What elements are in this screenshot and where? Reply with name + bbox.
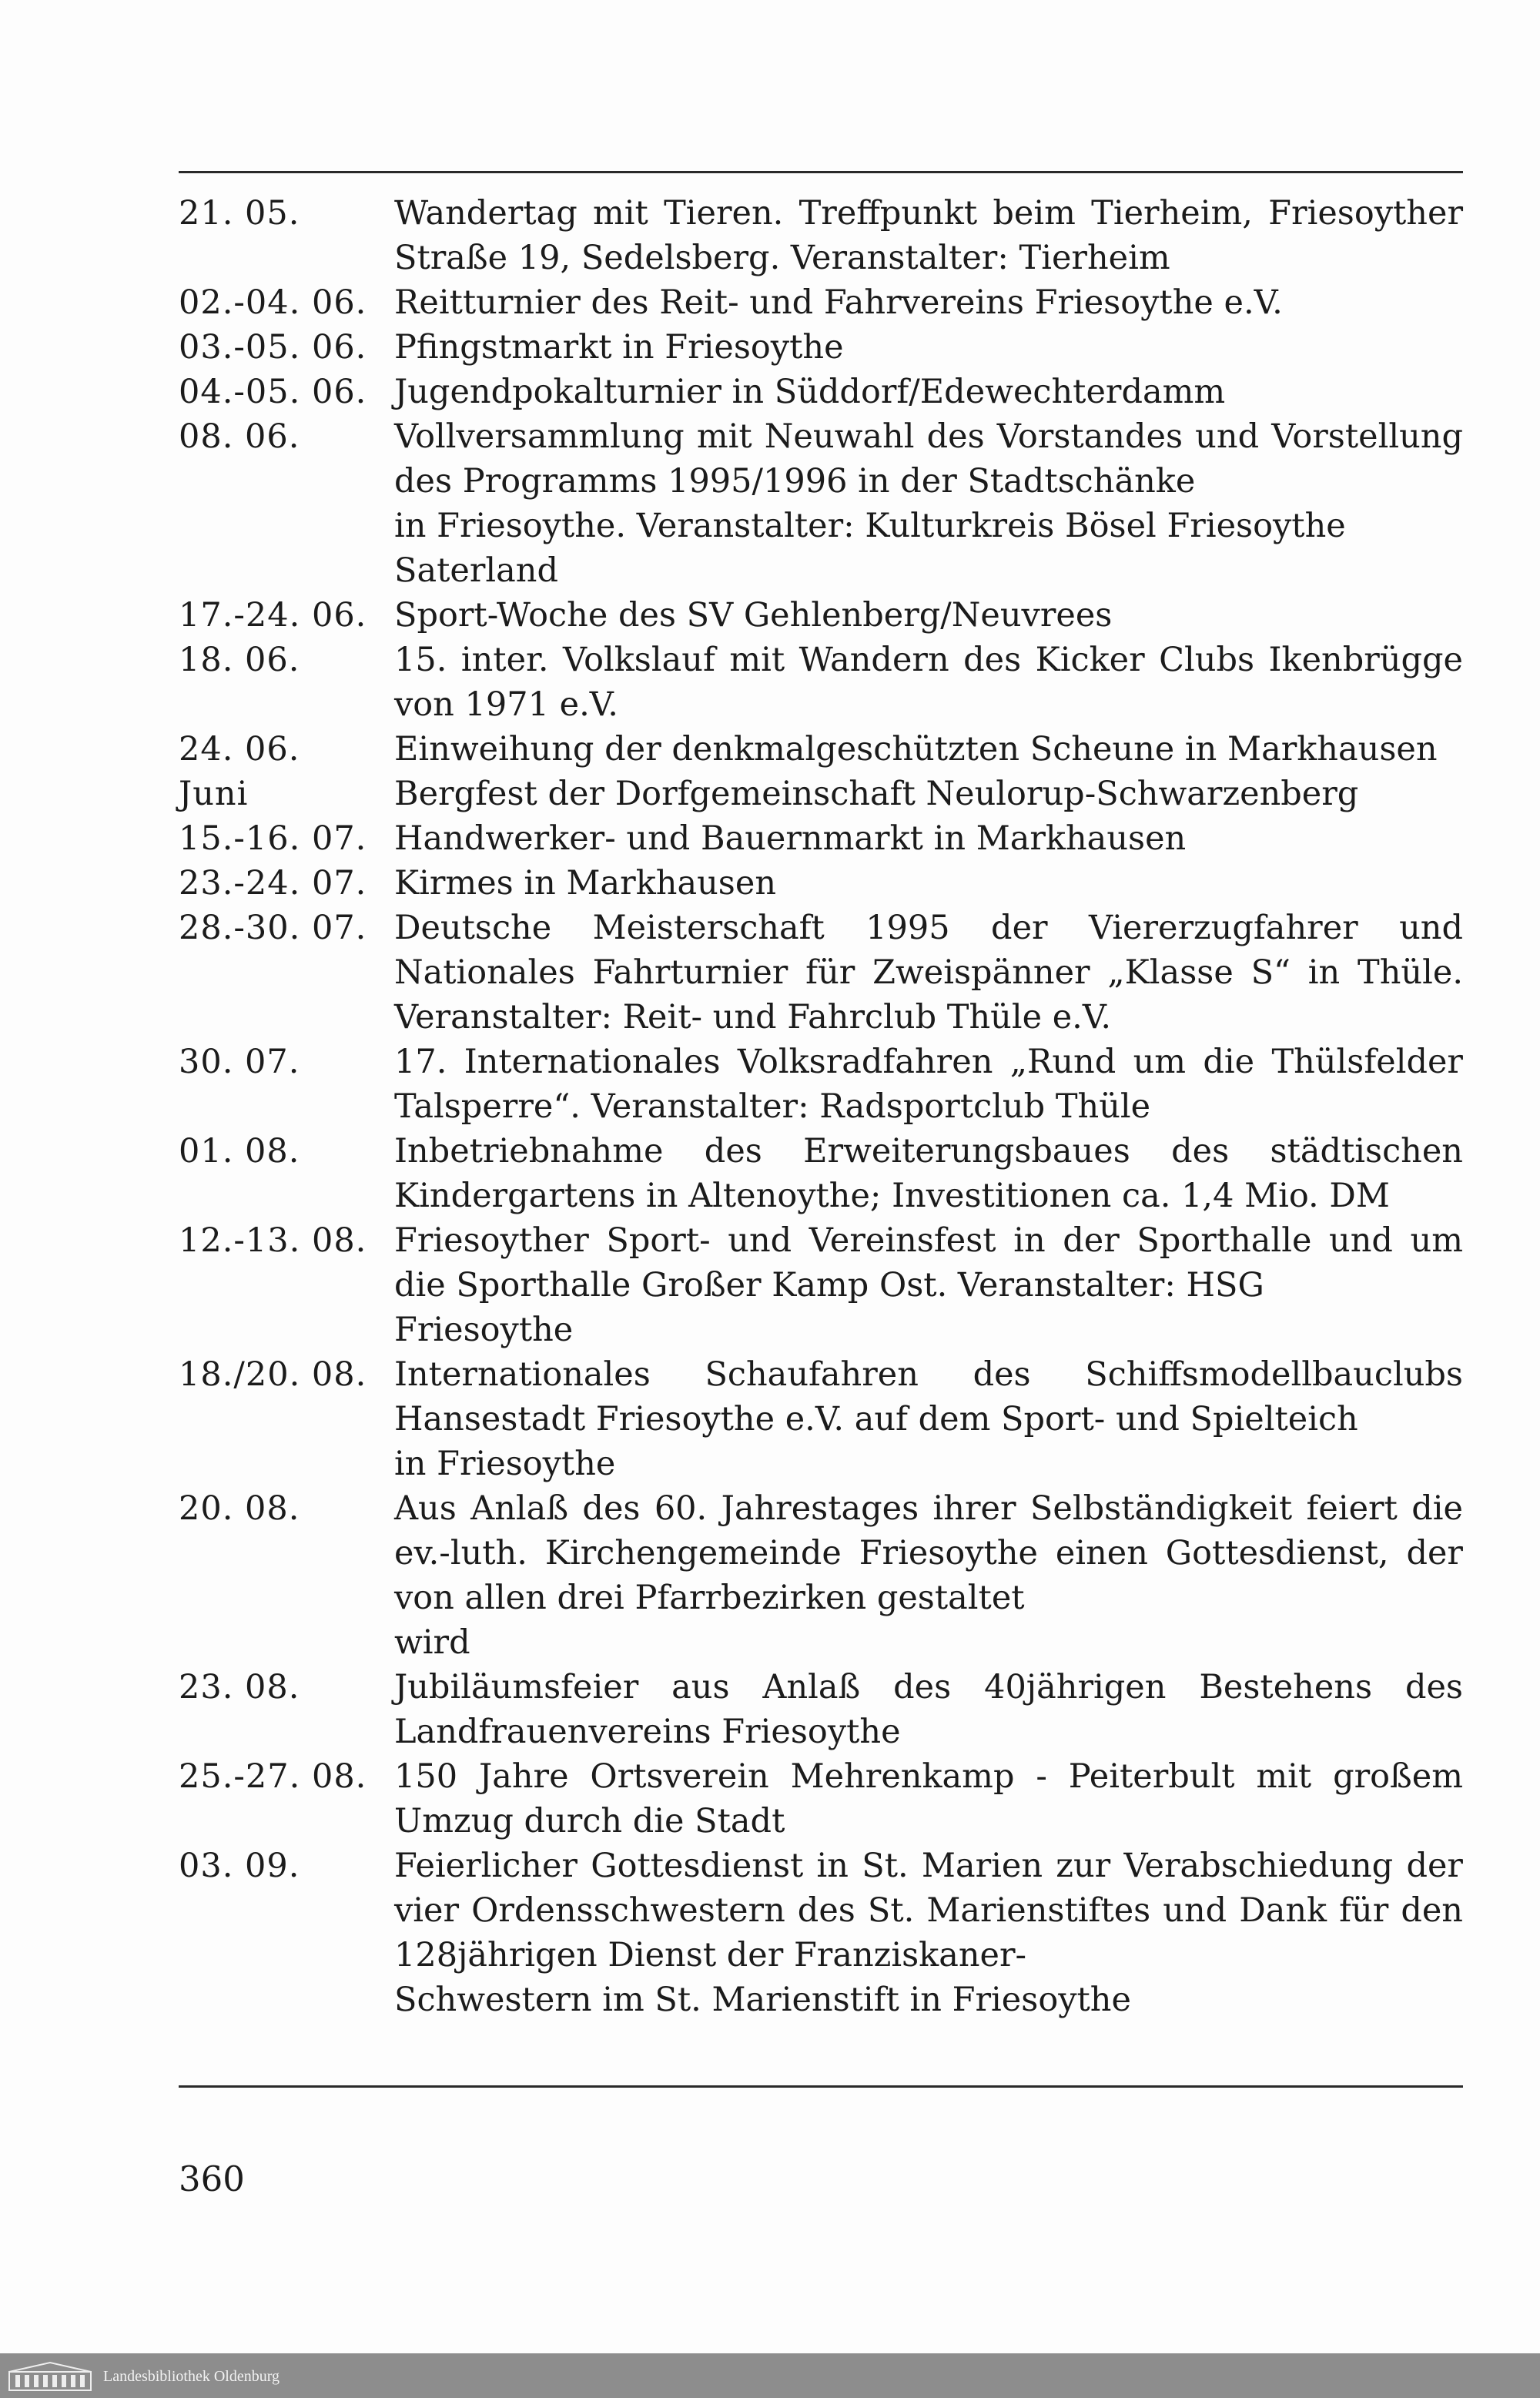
event-entry [179, 1844, 1463, 2022]
event-date: 04.-05. 06. [179, 373, 367, 411]
event-entry [179, 1352, 1463, 1486]
event-date: 12.-13. 08. [179, 1221, 367, 1260]
event-date: 15.-16. 07. [179, 819, 367, 858]
event-list [179, 191, 1463, 2022]
event-entry [179, 1040, 1463, 1129]
event-description: Reitturnier des Reit- und Fahrvereins Friesoythe e.V. [394, 283, 1283, 322]
event-description: Internationales Schaufahren des Schiffsmodellbauclubs Hansestadt Friesoythe e.V. auf dem Sport- und Spielteich in Friesoythe [394, 1355, 1463, 1483]
event-description: Kirmes in Markhausen [394, 864, 777, 903]
event-description: Vollversammlung mit Neuwahl des Vorstandes und Vorstellung des Programms 1995/1996 in der Stadtschänke in Friesoythe. Veranstalter: Kulturkreis Bösel Friesoythe Saterland [394, 417, 1463, 590]
bottom-rule [179, 2085, 1463, 2088]
event-entry [179, 1665, 1463, 1754]
library-footer [0, 2353, 1540, 2398]
event-date: 18./20. 08. [179, 1355, 367, 1394]
event-description: Friesoyther Sport- und Vereinsfest in der Sporthalle und um die Sporthalle Großer Kamp Ost. Veranstalter: HSG Friesoythe [394, 1221, 1463, 1349]
event-description: Sport-Woche des SV Gehlenberg/Neuvrees [394, 596, 1113, 635]
event-date: 23.-24. 07. [179, 864, 367, 903]
event-date: 03.-05. 06. [179, 328, 367, 367]
event-date: 24. 06. [179, 730, 300, 769]
event-description: Handwerker- und Bauernmarkt in Markhausen [394, 819, 1187, 858]
event-entry [179, 1129, 1463, 1218]
event-date: 20. 08. [179, 1489, 300, 1528]
event-entry [179, 906, 1463, 1040]
event-date: 02.-04. 06. [179, 283, 367, 322]
event-date: 28.-30. 07. [179, 909, 367, 947]
top-rule [179, 171, 1463, 173]
event-date: 03. 09. [179, 1847, 300, 1885]
event-date: 23. 08. [179, 1668, 300, 1706]
event-entry [179, 280, 1463, 325]
event-description: Jugendpokalturnier in Süddorf/Edewechterdamm [394, 373, 1226, 411]
event-entry [179, 325, 1463, 370]
event-date: 01. 08. [179, 1132, 300, 1171]
page-number: 360 [179, 2159, 245, 2199]
event-description: Feierlicher Gottesdienst in St. Marien zur Verabschiedung der vier Ordensschwestern des St. Marienstiftes und Dank für den 128jährigen Dienst der Franziskaner- Schwestern im St. Marienstift in Friesoythe [394, 1847, 1463, 2019]
event-entry [179, 414, 1463, 593]
event-date: 17.-24. 06. [179, 596, 367, 635]
event-date: 25.-27. 08. [179, 1757, 367, 1796]
event-entry [179, 1218, 1463, 1352]
event-description: Jubiläumsfeier aus Anlaß des 40jährigen Bestehens des Landfrauenvereins Friesoythe [394, 1668, 1463, 1751]
event-entry [179, 638, 1463, 727]
event-entry [179, 816, 1463, 861]
library-building-icon [8, 2361, 92, 2392]
event-description: 15. inter. Volkslauf mit Wandern des Kicker Clubs Ikenbrügge von 1971 e.V. [394, 641, 1463, 724]
event-entry [179, 593, 1463, 638]
event-description: Inbetriebnahme des Erweiterungsbaues des städtischen Kindergartens in Altenoythe; Investitionen ca. 1,4 Mio. DM [394, 1132, 1463, 1215]
event-description: Aus Anlaß des 60. Jahrestages ihrer Selbständigkeit feiert die ev.-luth. Kirchengemeinde Friesoythe einen Gottesdienst, der von allen drei Pfarrbezirken gestaltet wird [394, 1489, 1463, 1662]
event-date: 18. 06. [179, 641, 300, 679]
event-description: 17. Internationales Volksradfahren „Rund um die Thülsfelder Talsperre“. Veranstalter: Radsportclub Thüle [394, 1043, 1463, 1126]
event-description: Einweihung der denkmalgeschützten Scheune in Markhausen [394, 730, 1438, 769]
event-description: Deutsche Meisterschaft 1995 der Viererzugfahrer und Nationales Fahrturnier für Zweispänner „Klasse S“ in Thüle. Veranstalter: Reit- und Fahrclub Thüle e.V. [394, 909, 1463, 1037]
event-entry [179, 370, 1463, 414]
event-date: 21. 05. [179, 194, 300, 233]
event-entry [179, 861, 1463, 906]
library-name: Landesbibliothek Oldenburg [103, 2368, 280, 2385]
event-entry [179, 772, 1463, 816]
event-description: Bergfest der Dorfgemeinschaft Neulorup-Schwarzenberg [394, 775, 1359, 813]
event-date: Juni [179, 775, 249, 813]
event-date: 08. 06. [179, 417, 300, 456]
event-entry [179, 1486, 1463, 1665]
event-entry [179, 1754, 1463, 1844]
event-description: Wandertag mit Tieren. Treffpunkt beim Tierheim, Friesoyther Straße 19, Sedelsberg. Veranstalter: Tierheim [394, 194, 1463, 277]
event-entry [179, 727, 1463, 772]
event-entry [179, 191, 1463, 280]
event-description: 150 Jahre Ortsverein Mehrenkamp - Peiterbult mit großem Umzug durch die Stadt [394, 1757, 1463, 1840]
event-date: 30. 07. [179, 1043, 300, 1081]
event-description: Pfingstmarkt in Friesoythe [394, 328, 844, 367]
